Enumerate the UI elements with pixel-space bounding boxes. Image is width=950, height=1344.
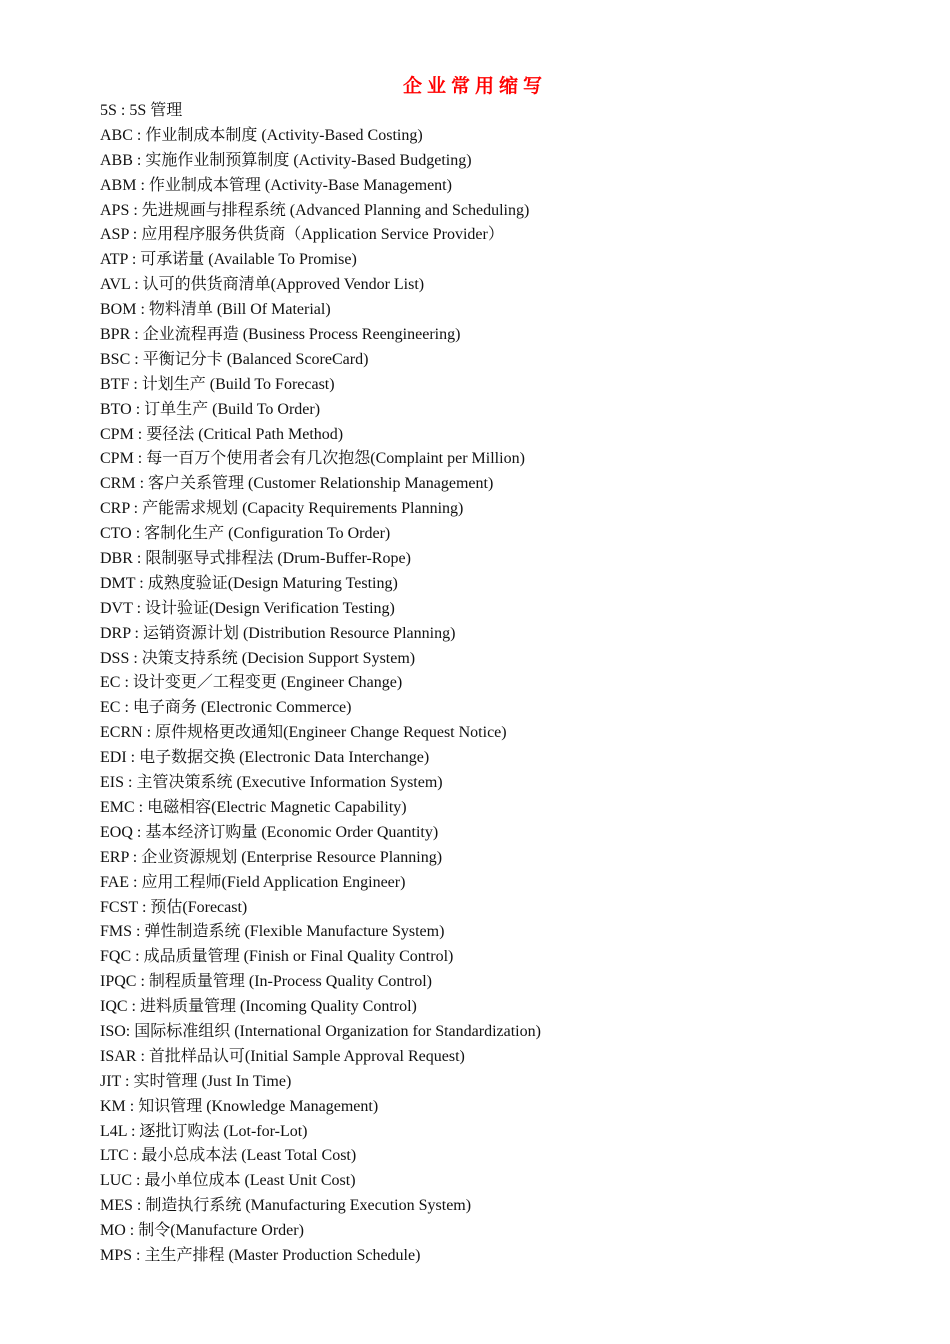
abbreviation-entry: DRP : 运销资源计划 (Distribution Resource Planning) [100,624,456,642]
abbreviation-entry: DBR : 限制驱导式排程法 (Drum-Buffer-Rope) [100,550,411,568]
abbreviation-list [100,99,900,1269]
abbreviation-entry: APS : 先进规画与排程系统 (Advanced Planning and Scheduling) [100,201,530,219]
abbreviation-entry: ISO: 国际标准组织 (International Organization for Standardization) [100,1022,541,1040]
abbreviation-entry: EDI : 电子数据交换 (Electronic Data Interchange) [100,749,430,767]
abbreviation-entry: ATP : 可承诺量 (Available To Promise) [100,251,357,269]
abbreviation-entry: BPR : 企业流程再造 (Business Process Reengineering) [100,326,461,344]
abbreviation-entry: CPM : 每一百万个使用者会有几次抱怨(Complaint per Million) [100,450,525,468]
abbreviation-entry: EOQ : 基本经济订购量 (Economic Order Quantity) [100,823,439,841]
abbreviation-entry: BSC : 平衡记分卡 (Balanced ScoreCard) [100,350,369,368]
abbreviation-entry: EC : 设计变更／工程变更 (Engineer Change) [100,674,403,692]
abbreviation-entry: FCST : 预估(Forecast) [100,898,248,916]
abbreviation-entry: DVT : 设计验证(Design Verification Testing) [100,599,395,617]
abbreviation-entry: JIT : 实时管理 (Just In Time) [100,1072,292,1090]
abbreviation-entry: EIS : 主管决策系统 (Executive Information System) [100,774,443,792]
abbreviation-entry: MO : 制令(Manufacture Order) [100,1222,304,1240]
abbreviation-entry: EMC : 电磁相容(Electric Magnetic Capability) [100,798,407,816]
abbreviation-entry: MPS : 主生产排程 (Master Production Schedule) [100,1246,421,1264]
abbreviation-entry: DSS : 决策支持系统 (Decision Support System) [100,649,416,667]
abbreviation-entry: FAE : 应用工程师(Field Application Engineer) [100,873,406,891]
abbreviation-entry: BTO : 订单生产 (Build To Order) [100,400,321,418]
abbreviation-entry: LUC : 最小单位成本 (Least Unit Cost) [100,1172,356,1190]
abbreviation-entry: EC : 电子商务 (Electronic Commerce) [100,699,352,717]
abbreviation-entry: BOM : 物料清单 (Bill Of Material) [100,301,331,319]
abbreviation-entry: ABC : 作业制成本制度 (Activity-Based Costing) [100,126,423,144]
abbreviation-entry: L4L : 逐批订购法 (Lot-for-Lot) [100,1122,308,1140]
abbreviation-entry: ASP : 应用程序服务供货商（Application Service Provider） [100,226,504,244]
abbreviation-entry: ECRN : 原件规格更改通知(Engineer Change Request Notice) [100,724,507,742]
abbreviation-entry: FQC : 成品质量管理 (Finish or Final Quality Control) [100,948,454,966]
abbreviation-entry: ERP : 企业资源规划 (Enterprise Resource Planning) [100,848,443,866]
abbreviation-entry: CTO : 客制化生产 (Configuration To Order) [100,525,391,543]
abbreviation-entry: ABM : 作业制成本管理 (Activity-Base Management) [100,176,452,194]
document-title: 企业常用缩写 [402,75,547,97]
abbreviation-entry: ISAR : 首批样品认可(Initial Sample Approval Request) [100,1047,465,1065]
abbreviation-entry: IQC : 进料质量管理 (Incoming Quality Control) [100,998,417,1016]
abbreviation-entry: CRM : 客户关系管理 (Customer Relationship Management) [100,475,494,493]
abbreviation-entry: ABB : 实施作业制预算制度 (Activity-Based Budgeting) [100,151,472,169]
abbreviation-entry: KM : 知识管理 (Knowledge Management) [100,1097,379,1115]
abbreviation-entry: AVL : 认可的供货商清单(Approved Vendor List) [100,276,425,294]
abbreviation-entry: LTC : 最小总成本法 (Least Total Cost) [100,1147,357,1165]
abbreviation-entry: 5S : 5S 管理 [100,102,183,119]
abbreviation-entry: DMT : 成熟度验证(Design Maturing Testing) [100,574,398,592]
abbreviation-entry: IPQC : 制程质量管理 (In-Process Quality Control) [100,973,432,991]
abbreviation-entry: CRP : 产能需求规划 (Capacity Requirements Planning) [100,500,464,518]
abbreviation-entry: MES : 制造执行系统 (Manufacturing Execution System) [100,1197,472,1215]
abbreviation-entry: BTF : 计划生产 (Build To Forecast) [100,375,335,393]
abbreviation-entry: FMS : 弹性制造系统 (Flexible Manufacture System) [100,923,445,941]
abbreviation-entry: CPM : 要径法 (Critical Path Method) [100,425,344,443]
